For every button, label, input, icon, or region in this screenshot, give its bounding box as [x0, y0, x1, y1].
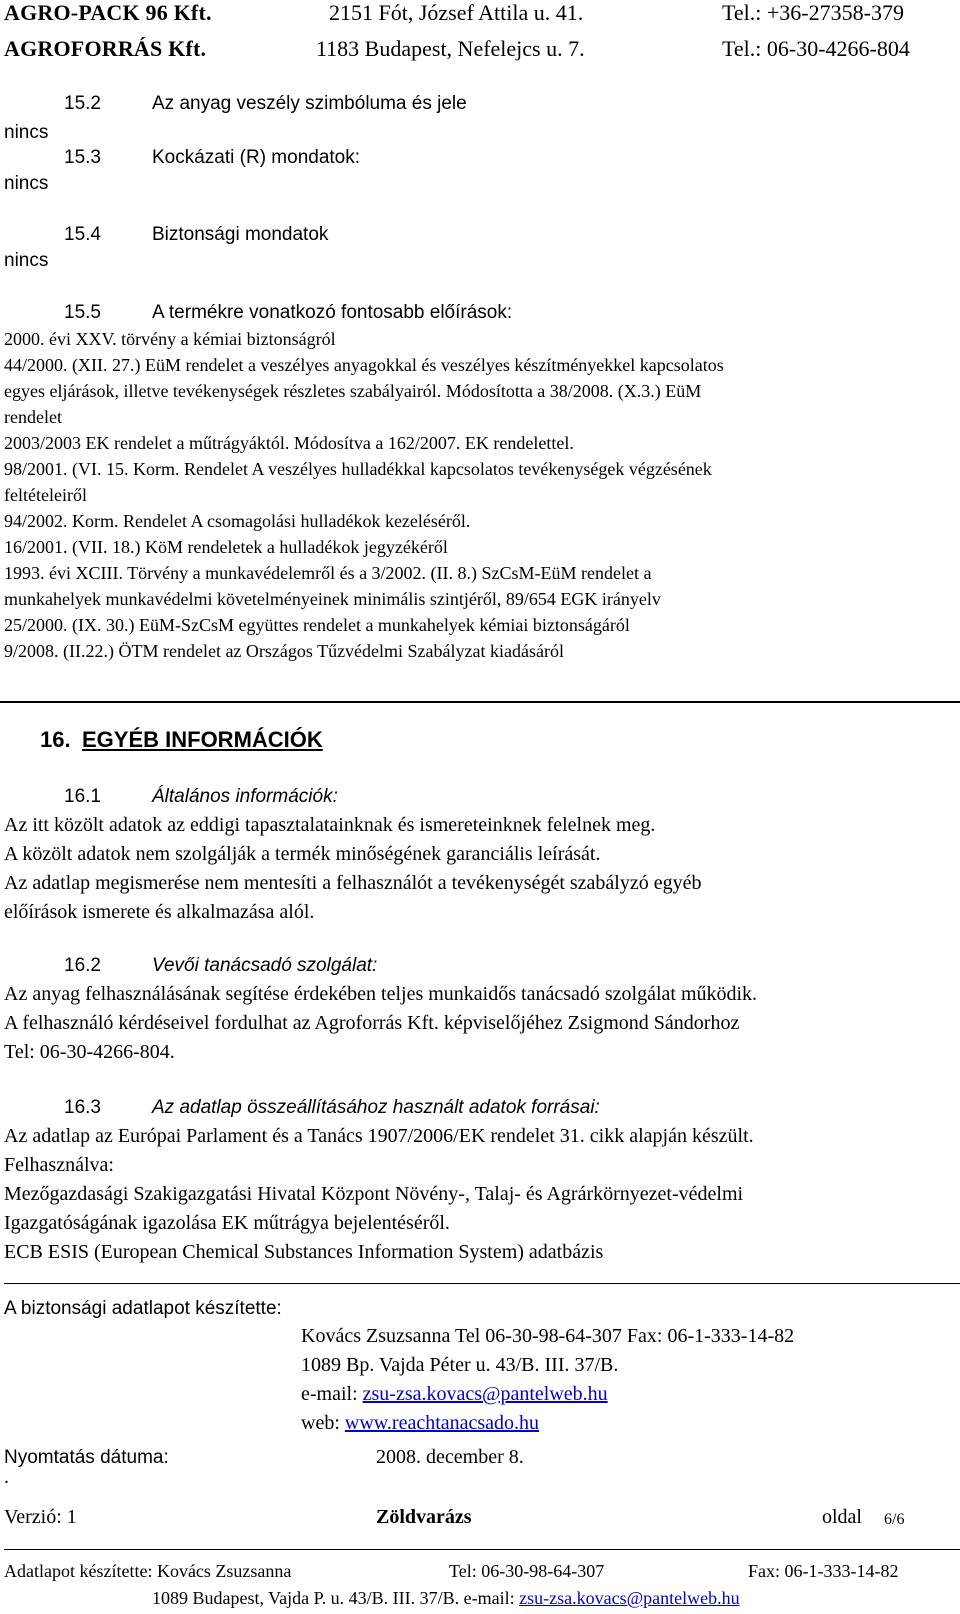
footer-author: Adatlapot készítette: Kovács Zsuzsanna	[4, 1561, 292, 1581]
preparer-web-link[interactable]: www.reachtanacsado.hu	[344, 1412, 540, 1434]
print-date: 2008. december 8.	[376, 1446, 524, 1468]
footer-email-link[interactable]: zsu-zsa.kovacs@pantelweb.hu	[519, 1588, 740, 1608]
section-15-2-title: Az anyag veszély szimbóluma és jele	[152, 93, 467, 114]
section-16-1-number: 16.1	[64, 786, 101, 807]
regulation-line: egyes eljárások, illetve tevékenységek részletes szabályairól. Módosította a 38/2008. (X.3.) EüM	[4, 381, 702, 401]
header-company-1: AGRO-PACK 96 Kft.	[4, 0, 212, 25]
footer-tel: Tel: 06-30-98-64-307	[449, 1561, 605, 1581]
footer-page-label: oldal	[822, 1506, 862, 1528]
section-15-5-title: A termékre vonatkozó fontosabb előírások:	[152, 302, 513, 323]
section-16-2-number: 16.2	[64, 955, 101, 976]
section-15-4-number: 15.4	[64, 224, 101, 245]
footer-product: Zöldvarázs	[376, 1506, 472, 1528]
footer-address-row	[152, 1588, 740, 1609]
section-16-1-title: Általános információk:	[152, 786, 338, 807]
section-divider	[0, 701, 960, 703]
general-info-line: előírások ismerete és alkalmazása alól.	[4, 901, 315, 923]
general-info-line: Az itt közölt adatok az eddigi tapasztalatainknak és ismereteinknek felelnek meg.	[4, 814, 656, 836]
section-15-4-title: Biztonsági mondatok	[152, 224, 329, 245]
regulation-line: 2003/2003 EK rendelet a műtrágyáktól. Módosítva a 162/2007. EK rendelettel.	[4, 433, 574, 453]
sources-line: Az adatlap az Európai Parlament és a Tanács 1907/2006/EK rendelet 31. cikk alapján készült.	[4, 1125, 754, 1147]
header-address-2: 1183 Budapest, Nefelejcs u. 7.	[316, 36, 585, 61]
preparer-web-label: web:	[301, 1412, 345, 1434]
regulation-line: 2000. évi XXV. törvény a kémiai biztonságról	[4, 329, 336, 349]
print-date-label: Nyomtatás dátuma:	[4, 1447, 169, 1468]
prepared-divider	[4, 1283, 960, 1284]
advisory-line: Tel: 06-30-4266-804.	[4, 1041, 175, 1063]
regulation-line: 98/2001. (VI. 15. Korm. Rendelet A veszélyes hulladékkal kapcsolatos tevékenységek végzésének	[4, 459, 712, 479]
header-phone-2: Tel.: 06-30-4266-804	[722, 36, 910, 61]
section-16-title: EGYÉB INFORMÁCIÓK	[82, 727, 323, 752]
advisory-line: Az anyag felhasználásának segítése érdekében teljes munkaidős tanácsadó szolgálat működik.	[4, 983, 758, 1005]
section-16-3-title: Az adatlap összeállításához használt adatok forrásai:	[152, 1097, 600, 1118]
footer-page-number: 6/6	[884, 1511, 905, 1528]
section-15-4-value: nincs	[4, 250, 49, 271]
section-16-2-title: Vevői tanácsadó szolgálat:	[152, 955, 378, 976]
sources-line: Mezőgazdasági Szakigazgatási Hivatal Központ Növény-, Talaj- és Agrárkörnyezet-védelmi	[4, 1183, 744, 1205]
preparer-contact: Kovács Zsuzsanna Tel 06-30-98-64-307 Fax: 06-1-333-14-82	[301, 1325, 795, 1347]
general-info-line: Az adatlap megismerése nem mentesíti a felhasználót a tevékenységét szabályzó egyéb	[4, 872, 702, 894]
section-15-2-value: nincs	[4, 122, 49, 143]
footer-version: Verzió: 1	[4, 1506, 77, 1528]
section-15-5-number: 15.5	[64, 302, 101, 323]
regulation-line: feltételeiről	[4, 485, 87, 505]
footer-fax: Fax: 06-1-333-14-82	[748, 1561, 899, 1581]
regulation-line: rendelet	[4, 407, 62, 427]
regulation-line: munkahelyek munkavédelmi követelményeinek minimális szintjéről, 89/654 EGK irányelv	[4, 589, 661, 609]
regulation-line: 16/2001. (VII. 18.) KöM rendeletek a hulladékok jegyzékéről	[4, 537, 448, 557]
preparer-address: 1089 Bp. Vajda Péter u. 43/B. III. 37/B.	[301, 1354, 619, 1376]
general-info-line: A közölt adatok nem szolgálják a termék minőségének garanciális leírását.	[4, 843, 601, 865]
section-16-3-number: 16.3	[64, 1097, 101, 1118]
advisory-line: A felhasználó kérdéseivel fordulhat az Agroforrás Kft. képviselőjéhez Zsigmond Sándorhoz	[4, 1012, 740, 1034]
header-address-1: 2151 Fót, József Attila u. 41.	[329, 0, 584, 25]
header-company-2: AGROFORRÁS Kft.	[4, 36, 207, 61]
footer-divider	[4, 1549, 960, 1550]
header-line-2	[4, 36, 206, 62]
section-15-2-number: 15.2	[64, 93, 101, 114]
regulation-line: 25/2000. (IX. 30.) EüM-SzCsM együttes rendelet a munkahelyek kémiai biztonságáról	[4, 615, 630, 635]
section-15-3-title: Kockázati (R) mondatok:	[152, 147, 361, 168]
preparer-web-row	[301, 1412, 539, 1435]
print-date-dot: .	[4, 1466, 9, 1488]
header-line-1	[4, 0, 212, 26]
section-16-number: 16.	[40, 727, 71, 752]
sources-line: Felhasználva:	[4, 1154, 114, 1176]
preparer-email-link[interactable]: zsu-zsa.kovacs@pantelweb.hu	[362, 1383, 608, 1405]
header-phone-1: Tel.: +36-27358-379	[722, 0, 904, 25]
sources-line: Igazgatóságának igazolása EK műtrágya bejelentéséről.	[4, 1212, 450, 1234]
section-15-3-value: nincs	[4, 173, 49, 194]
regulation-line: 9/2008. (II.22.) ÖTM rendelet az Országos Tűzvédelmi Szabályzat kiadásáról	[4, 641, 564, 661]
sources-line: ECB ESIS (European Chemical Substances Information System) adatbázis	[4, 1241, 604, 1263]
footer-address: 1089 Budapest, Vajda P. u. 43/B. III. 37/B. e-mail:	[152, 1588, 520, 1608]
preparer-email-label: e-mail:	[301, 1383, 363, 1405]
regulation-line: 94/2002. Korm. Rendelet A csomagolási hulladékok kezeléséről.	[4, 511, 471, 531]
preparer-email-row	[301, 1383, 608, 1406]
prepared-by-label: A biztonsági adatlapot készítette:	[4, 1298, 282, 1319]
regulation-line: 1993. évi XCIII. Törvény a munkavédelemről és a 3/2002. (II. 8.) SzCsM-EüM rendelet a	[4, 563, 652, 583]
section-15-3-number: 15.3	[64, 147, 101, 168]
regulation-line: 44/2000. (XII. 27.) EüM rendelet a veszélyes anyagokkal és veszélyes készítményekkel kapcsolatos	[4, 355, 724, 375]
